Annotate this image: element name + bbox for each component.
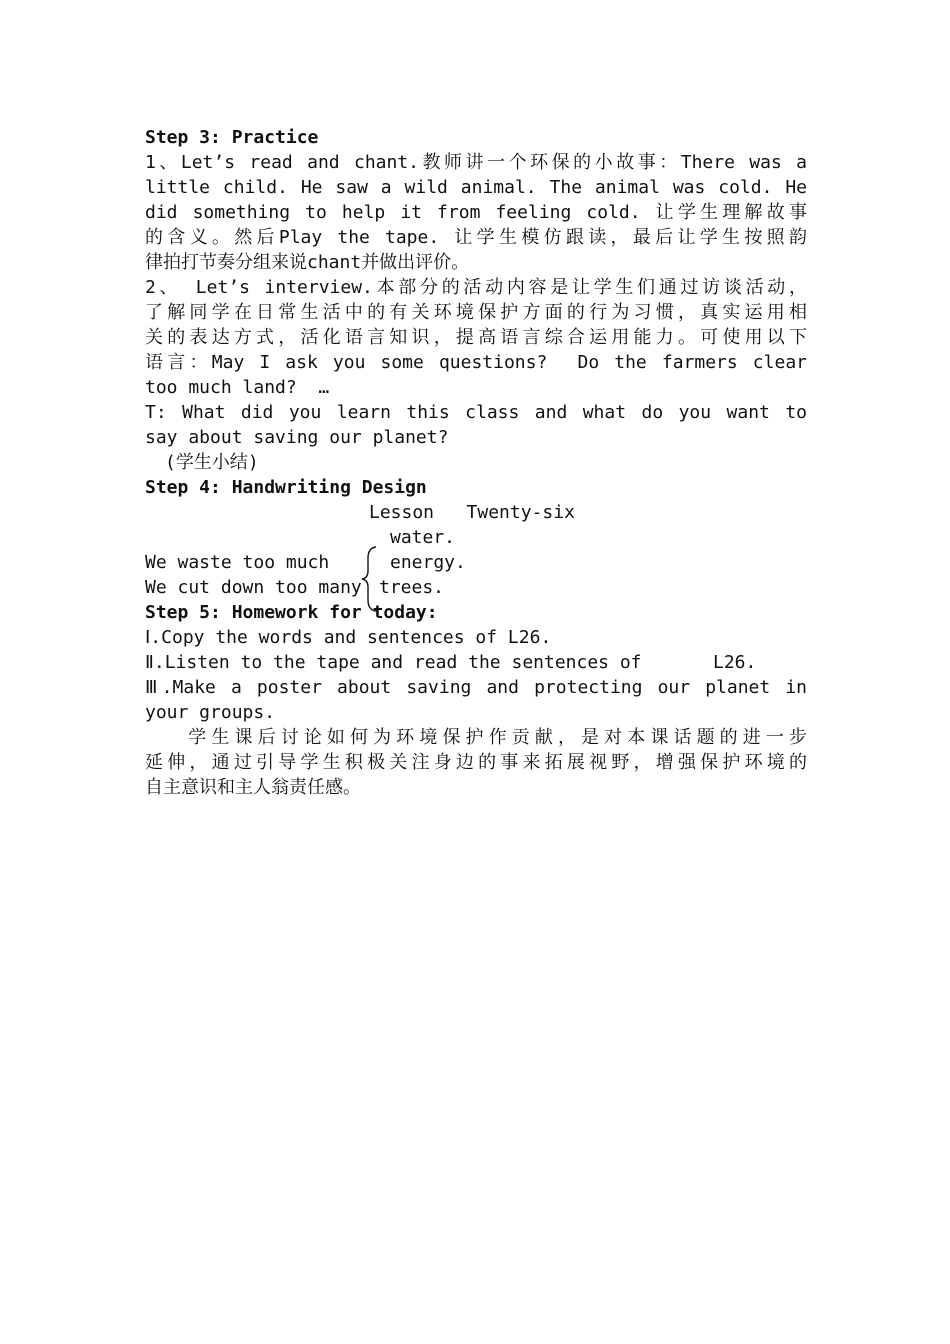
step3-p1-line: 律拍打节奏分组来说chant并做出评价。 xyxy=(145,252,470,273)
step3-p1-line: 的含义。然后Play the tape. 让学生模仿跟读，最后让学生按照韵 xyxy=(145,227,807,248)
homework-item-2: Ⅱ.Listen to the tape and read the sentences of xyxy=(145,652,642,673)
sentence-waste: We waste too much xyxy=(145,552,330,573)
step3-p2-line: 了解同学在日常生活中的有关环境保护方面的行为习惯，真实运用相 xyxy=(145,302,807,323)
homework-item-3-line: Ⅲ.Make a poster about saving and protecting our planet in xyxy=(145,677,807,698)
homework-item-3-line: your groups. xyxy=(145,702,276,723)
step3-p1-line: did something to help it from feeling cold. 让学生理解故事 xyxy=(145,202,807,223)
teacher-question-line: T: What did you learn this class and what do you want to xyxy=(145,402,807,423)
lesson-title: Lesson Twenty-six xyxy=(369,502,575,523)
closing-note-line: 自主意识和主人翁责任感。 xyxy=(145,777,361,798)
word-trees: trees. xyxy=(379,577,445,598)
sentence-cut-down: We cut down too many xyxy=(145,577,362,598)
word-water: water. xyxy=(390,527,456,548)
closing-note-line: 延伸，通过引导学生积极关注身边的事来拓展视野，增强保护环境的 xyxy=(145,752,807,773)
step3-p2-line: too much land? … xyxy=(145,377,330,398)
step5-heading: Step 5: Homework for today: xyxy=(145,602,438,623)
step3-p2-line: 关的表达方式，活化语言知识，提高语言综合运用能力。可使用以下 xyxy=(145,327,807,348)
word-energy: energy. xyxy=(390,552,466,573)
student-summary: (学生小结) xyxy=(165,452,259,473)
step3-p1-line: little child. He saw a wild animal. The animal was cold. He xyxy=(145,177,807,198)
homework-item-1: Ⅰ.Copy the words and sentences of L26. xyxy=(145,627,552,648)
step4-heading: Step 4: Handwriting Design xyxy=(145,477,427,498)
step3-p1-line: 1、Let’s read and chant.教师讲一个环保的小故事：There was a xyxy=(145,152,807,173)
step3-p2-line: 语言：May I ask you some questions? Do the farmers clear xyxy=(145,352,807,373)
step3-p2-line: 2、 Let’s interview.本部分的活动内容是让学生们通过访谈活动， xyxy=(145,277,807,298)
homework-item-2-lesson: L26. xyxy=(713,652,757,673)
closing-note-line: 学生课后讨论如何为环境保护作贡献，是对本课话题的进一步 xyxy=(145,727,807,748)
step3-heading: Step 3: Practice xyxy=(145,127,319,148)
teacher-question-line: say about saving our planet? xyxy=(145,427,449,448)
